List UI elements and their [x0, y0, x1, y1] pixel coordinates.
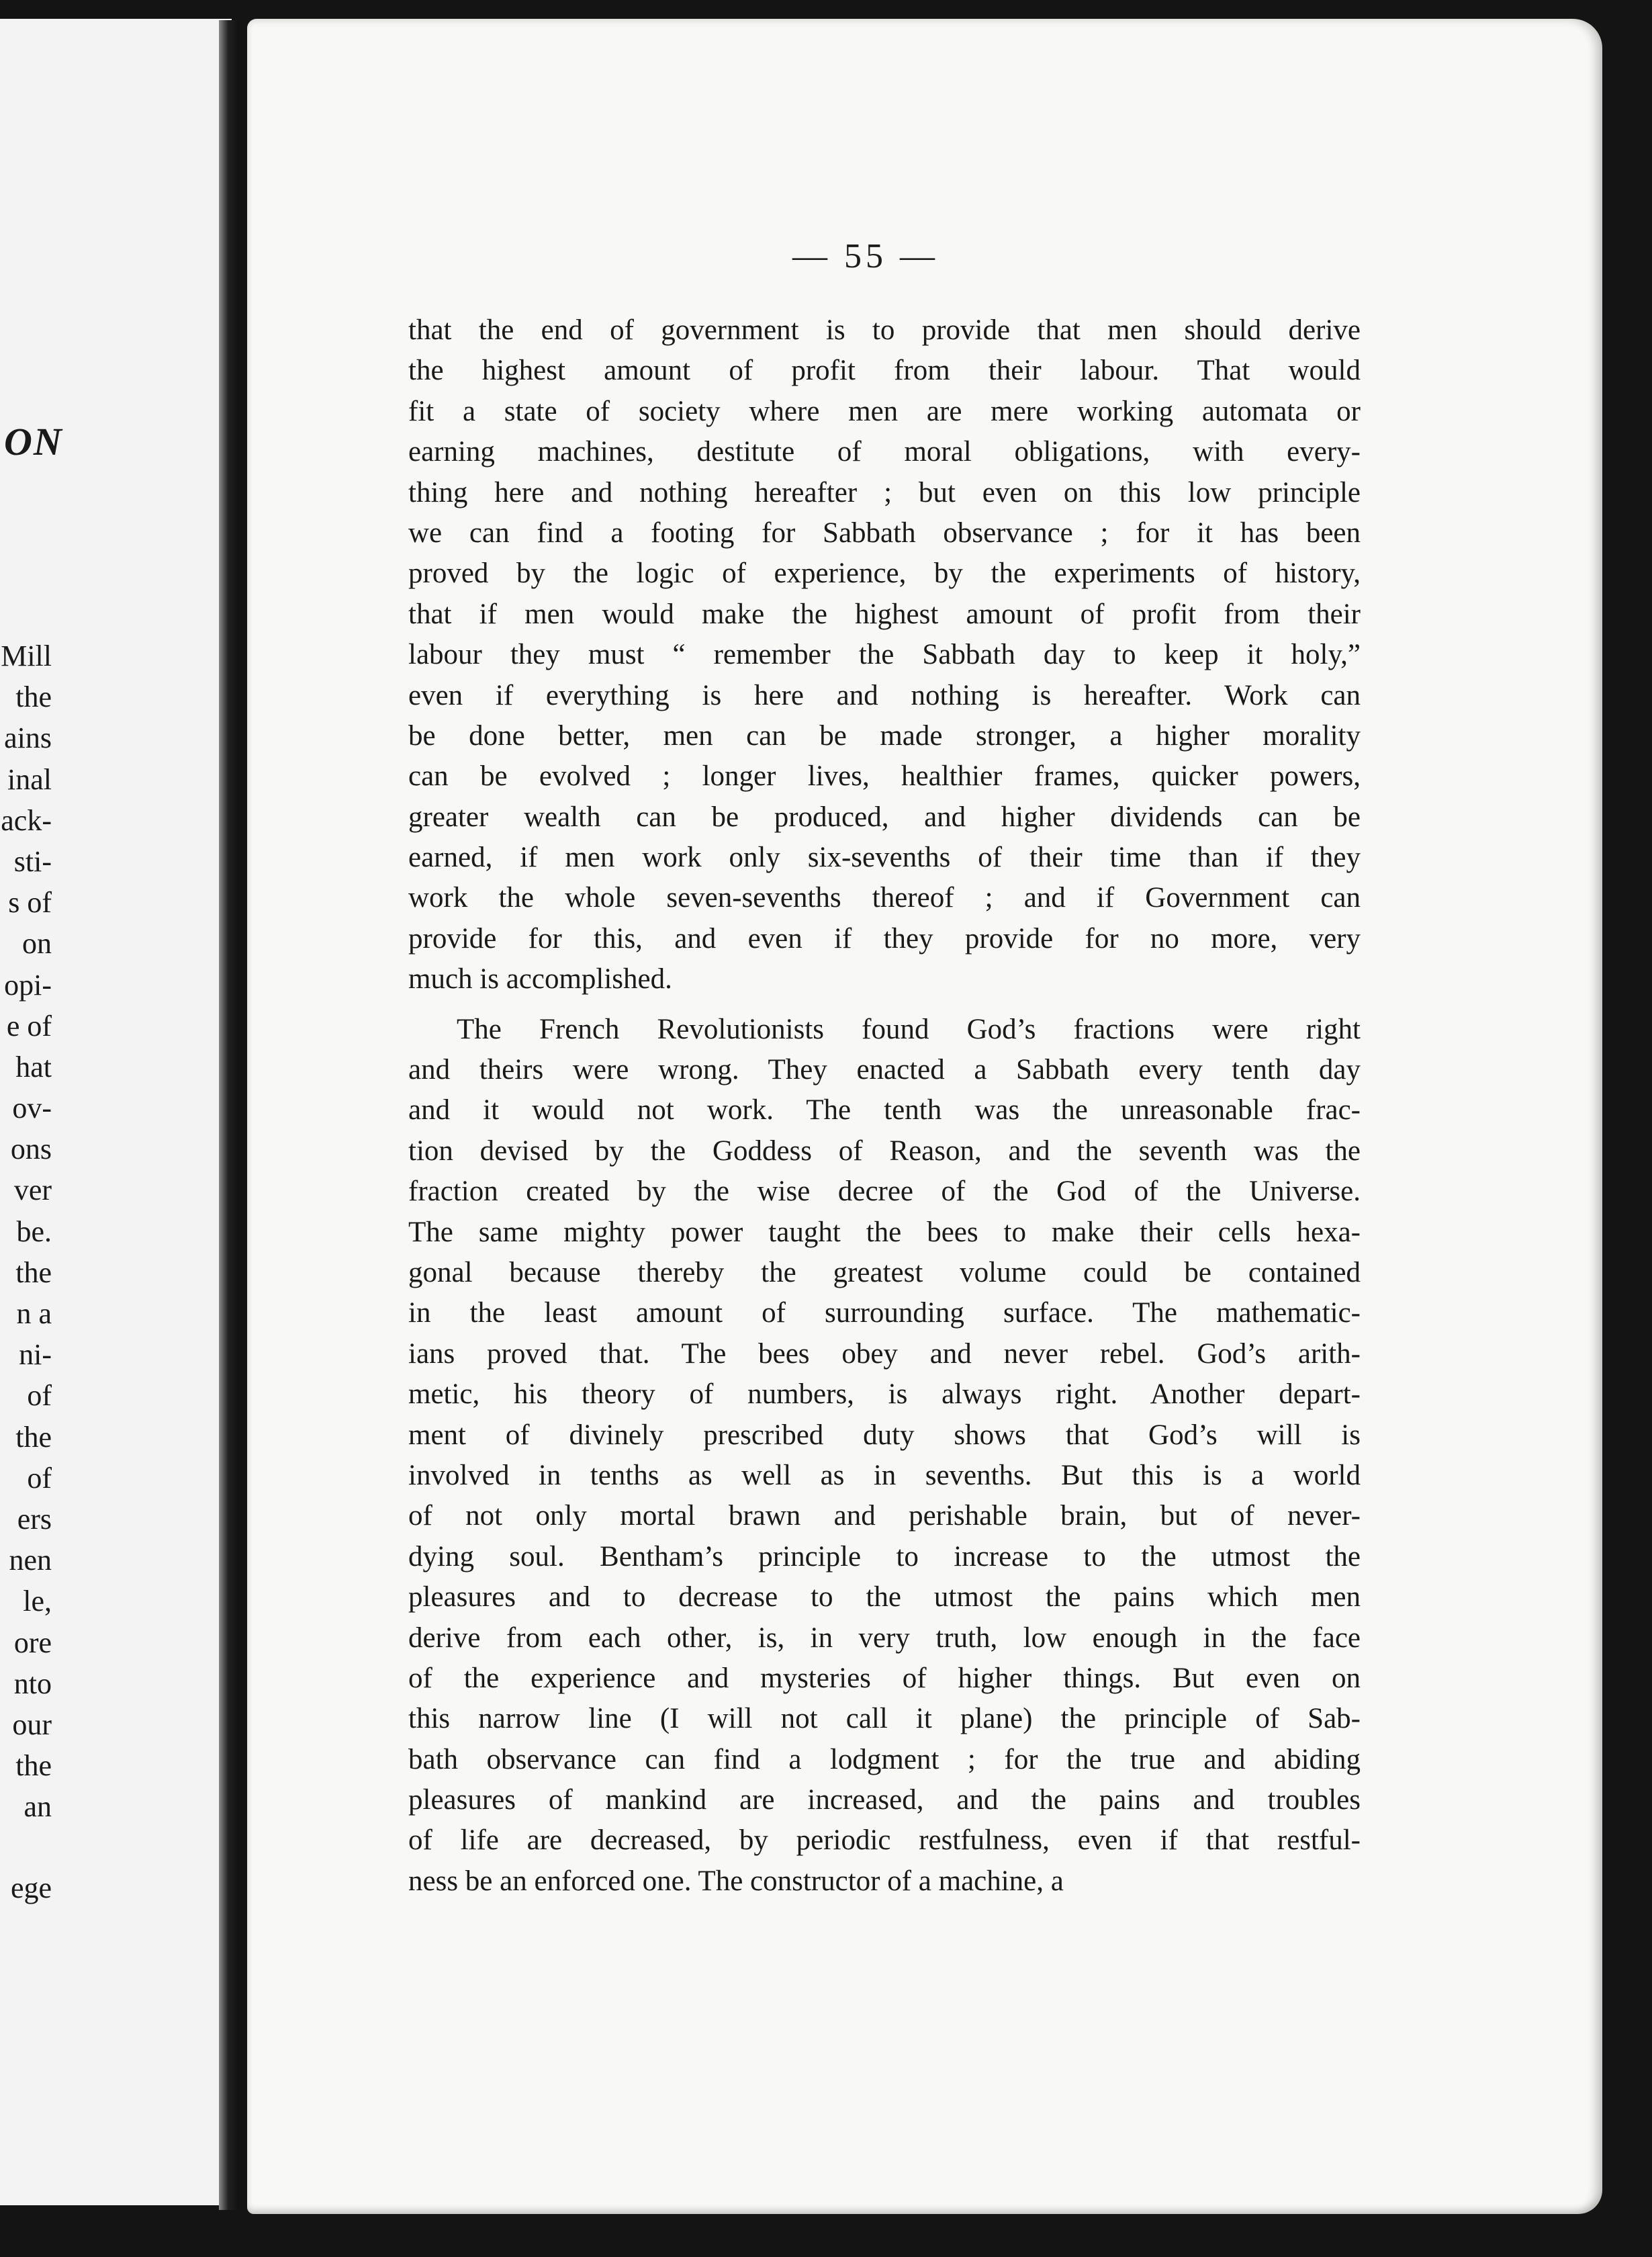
text-line: ians proved that. The bees obey and never rebel. God’s arith- [408, 1337, 1361, 1370]
text-line: involved in tenths as well as in sevenths. But this is a world [408, 1459, 1361, 1491]
text-line: The French Revolutionists found God’s fractions were right [457, 1013, 1361, 1045]
text-line: much is accomplished. [408, 963, 672, 995]
left-page-fragment: ver [13, 1174, 52, 1207]
left-page-fragment: ack- [1, 803, 52, 837]
left-page-fragment: Mill [1, 639, 52, 672]
left-page-fragment: the [15, 1255, 52, 1289]
left-page-fragment: ains [4, 721, 52, 755]
left-page-fragment: ers [17, 1502, 52, 1536]
left-page-fragment: s of [8, 886, 52, 920]
left-page-fragment: ege [10, 1871, 52, 1905]
body-text [408, 310, 1361, 1902]
text-line: that the end of government is to provide that men should derive [408, 314, 1361, 346]
left-page [0, 19, 232, 2205]
book-spine [219, 20, 239, 2210]
text-line: labour they must “ remember the Sabbath day to keep it holy,” [408, 639, 1361, 671]
text-line: we can find a footing for Sabbath observance ; for it has been [408, 517, 1361, 549]
text-line: be done better, men can be made stronger, a higher morality [408, 719, 1361, 752]
left-page-fragment: n a [16, 1297, 52, 1330]
left-page-fragment: of [27, 1379, 52, 1413]
left-page-fragment: opi- [4, 968, 52, 1002]
left-page-fragment: on [22, 927, 52, 961]
left-page-fragment: be. [16, 1214, 52, 1248]
text-line: earning machines, destitute of moral obligations, with every- [408, 436, 1361, 468]
left-page-text-fragments [1, 635, 52, 1909]
text-line: pleasures of mankind are increased, and the pains and troubles [408, 1784, 1361, 1816]
text-line: thing here and nothing hereafter ; but even on this low principle [408, 476, 1361, 508]
left-page-fragment: e of [6, 1009, 52, 1043]
text-line: derive from each other, is, in very truth, low enough in the face [408, 1622, 1361, 1654]
text-line: fit a state of society where men are mere working automata or [408, 395, 1361, 427]
left-page-fragment: an [24, 1790, 52, 1824]
text-line: earned, if men work only six-sevenths of their time than if they [408, 842, 1361, 874]
text-line: and it would not work. The tenth was the unreasonable frac- [408, 1094, 1361, 1126]
left-page-fragment: ore [13, 1626, 52, 1659]
text-line: tion devised by the Goddess of Reason, and the seventh was the [408, 1135, 1361, 1167]
left-page-fragment: our [12, 1708, 52, 1741]
text-line: this narrow line (I will not call it plane) the principle of Sab- [408, 1703, 1361, 1735]
text-line: of not only mortal brawn and perishable brain, but of never- [408, 1500, 1361, 1532]
text-line: gonal because thereby the greatest volume could be contained [408, 1256, 1361, 1288]
left-page-fragment: nen [9, 1544, 52, 1577]
text-line: ment of divinely prescribed duty shows that God’s will is [408, 1419, 1361, 1451]
text-line: work the whole seven-sevenths thereof ; and if Government can [408, 882, 1361, 914]
text-line: The same mighty power taught the bees to make their cells hexa- [408, 1216, 1361, 1248]
text-line: metic, his theory of numbers, is always right. Another depart- [408, 1378, 1361, 1411]
text-line: dying soul. Bentham’s principle to increase to the utmost the [408, 1540, 1361, 1573]
text-line: can be evolved ; longer lives, healthier frames, quicker powers, [408, 760, 1361, 793]
left-page-fragment: ons [10, 1133, 52, 1166]
text-line: the highest amount of profit from their labour. That would [408, 355, 1361, 387]
left-page-fragment: hat [15, 1050, 52, 1083]
text-line: pleasures and to decrease to the utmost the pains which men [408, 1581, 1361, 1613]
left-page-fragment: ov- [12, 1092, 52, 1125]
text-line: proved by the logic of experience, by the experiments of history, [408, 558, 1361, 590]
text-line: even if everything is here and nothing is hereafter. Work can [408, 679, 1361, 711]
text-line: in the least amount of surrounding surface. The mathematic- [408, 1297, 1361, 1329]
text-line: of life are decreased, by periodic restfulness, even if that restful- [408, 1824, 1361, 1857]
left-page-fragment: nto [13, 1667, 52, 1700]
left-page-fragment: inal [7, 762, 52, 796]
left-page-fragment: the [15, 1420, 52, 1454]
text-line: fraction created by the wise decree of the God of the Universe. [408, 1176, 1361, 1208]
left-page-fragment: ni- [19, 1338, 52, 1372]
text-line: provide for this, and even if they provide for no more, very [408, 922, 1361, 955]
text-line: greater wealth can be produced, and higher dividends can be [408, 801, 1361, 833]
text-line: of the experience and mysteries of higher things. But even on [408, 1662, 1361, 1694]
left-page-fragment: of [27, 1461, 52, 1495]
text-line: ness be an enforced one. The constructor of a machine, a [408, 1865, 1064, 1897]
left-page-heading-fragment: ON [4, 420, 63, 463]
paragraph [408, 1010, 1361, 1902]
left-page-fragment: sti- [13, 844, 52, 878]
text-line: bath observance can find a lodgment ; for the true and abiding [408, 1743, 1361, 1775]
text-line: and theirs were wrong. They enacted a Sabbath every tenth day [408, 1054, 1361, 1086]
page-number: — 55 — [792, 237, 939, 275]
text-line: that if men would make the highest amount of profit from their [408, 598, 1361, 630]
left-page-fragment: the [15, 1749, 52, 1783]
left-page-fragment: le, [23, 1585, 52, 1618]
paragraph [408, 310, 1361, 1000]
left-page-fragment: the [15, 680, 52, 714]
